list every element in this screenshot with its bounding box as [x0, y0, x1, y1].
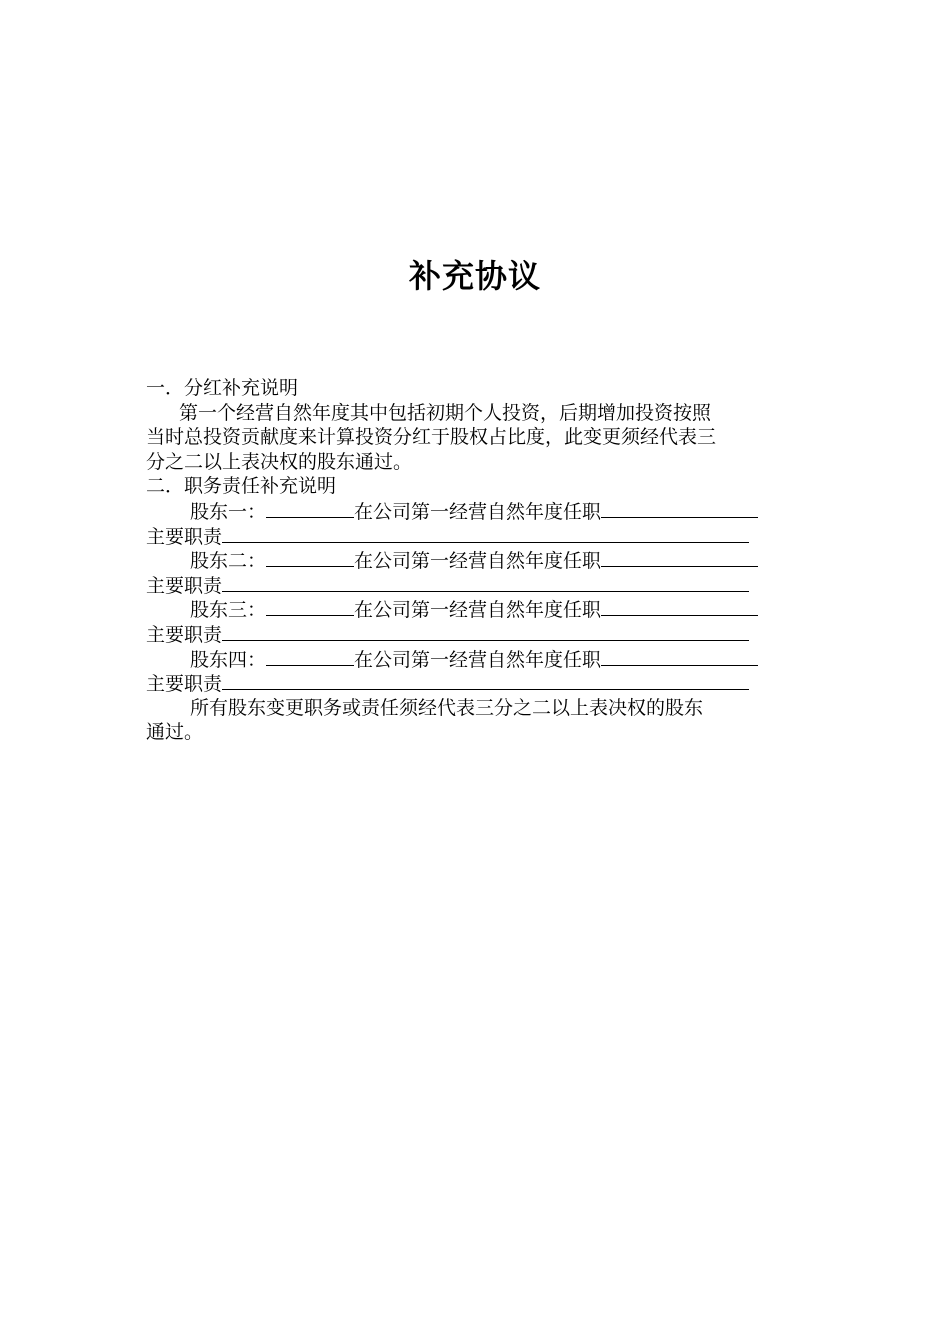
- duty-blank[interactable]: [222, 622, 749, 641]
- shareholder-name-blank[interactable]: [266, 597, 354, 616]
- position-blank[interactable]: [601, 597, 758, 616]
- page-title: 补充协议: [408, 257, 541, 295]
- shareholder-position-text: 在公司第一经营自然年度任职: [354, 648, 602, 671]
- shareholder-label: 股东四：: [190, 648, 267, 671]
- closing-line: 所有股东变更职务或责任须经代表三分之二以上表决权的股东: [190, 696, 704, 719]
- shareholder-label: 股东三：: [190, 599, 267, 622]
- shareholder-position-text: 在公司第一经营自然年度任职: [354, 500, 602, 523]
- duty-row: [146, 671, 810, 696]
- position-blank[interactable]: [601, 647, 758, 666]
- duty-row: [146, 622, 810, 647]
- duty-blank[interactable]: [222, 524, 749, 543]
- duty-label: 主要职责: [146, 623, 223, 646]
- shareholder-position-text: 在公司第一经营自然年度任职: [354, 599, 602, 622]
- shareholder-name-blank[interactable]: [266, 548, 354, 567]
- duty-blank[interactable]: [222, 573, 749, 592]
- shareholder-row: [146, 597, 810, 622]
- shareholder-row: [146, 499, 810, 524]
- agreement-body: [146, 376, 810, 745]
- duty-label: 主要职责: [146, 525, 223, 548]
- shareholder-label: 股东一：: [190, 500, 267, 523]
- shareholder-row: [146, 647, 810, 672]
- section-heading-dividend: 一．分红补充说明: [146, 377, 299, 399]
- dividend-paragraph-line: 第一个经营自然年度其中包括初期个人投资，后期增加投资按照: [179, 401, 712, 424]
- section-heading-duties: 二．职务责任补充说明: [146, 475, 337, 498]
- shareholder-position-text: 在公司第一经营自然年度任职: [354, 550, 602, 573]
- duty-label: 主要职责: [146, 673, 223, 696]
- shareholder-name-blank[interactable]: [266, 499, 354, 518]
- dividend-paragraph-line: 分之二以上表决权的股东通过。: [146, 450, 413, 473]
- position-blank[interactable]: [601, 499, 758, 518]
- shareholder-label: 股东二：: [190, 550, 267, 573]
- duty-label: 主要职责: [146, 574, 223, 597]
- duty-row: [146, 573, 810, 598]
- closing-line: 通过。: [146, 721, 204, 744]
- duty-row: [146, 524, 810, 549]
- shareholder-row: [146, 548, 810, 573]
- shareholder-name-blank[interactable]: [266, 647, 354, 666]
- duty-blank[interactable]: [222, 671, 749, 690]
- position-blank[interactable]: [601, 548, 758, 567]
- dividend-paragraph-line: 当时总投资贡献度来计算投资分红于股权占比度，此变更须经代表三: [146, 426, 717, 449]
